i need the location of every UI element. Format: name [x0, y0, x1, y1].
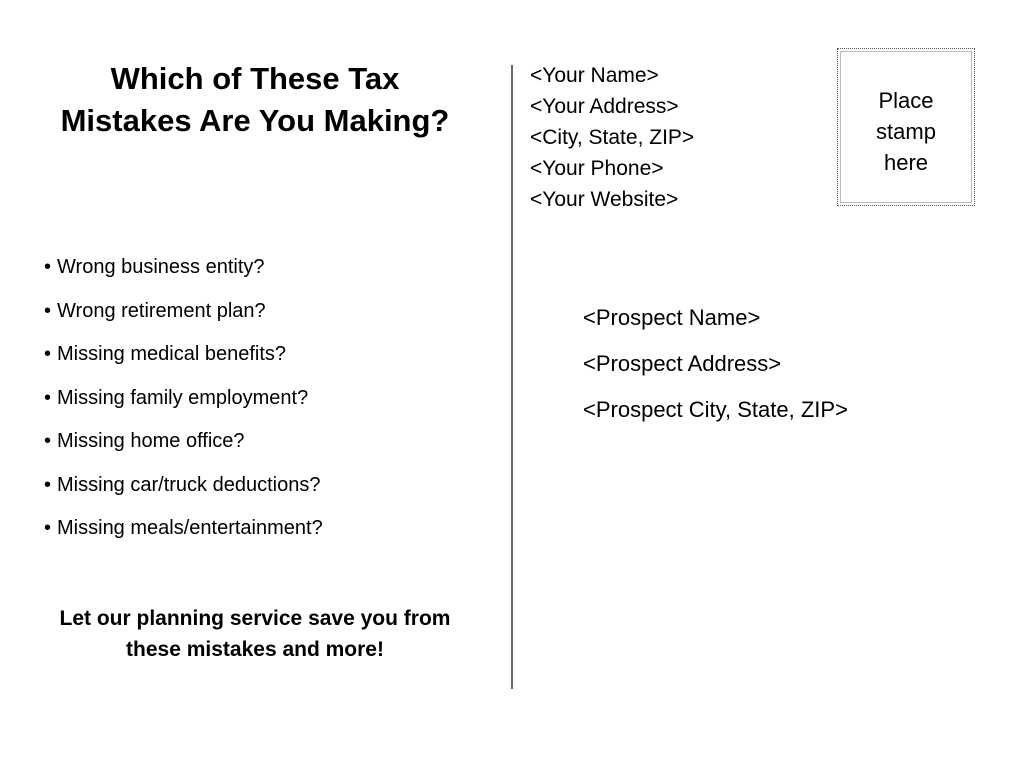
recipient-city-state-zip: <Prospect City, State, ZIP> — [583, 397, 848, 422]
sender-website: <Your Website> — [530, 188, 679, 211]
sender-phone: <Your Phone> — [530, 157, 664, 180]
stamp-label-line: stamp — [876, 119, 936, 144]
list-item: • Missing home office? — [44, 429, 484, 473]
list-item: • Wrong retirement plan? — [44, 299, 484, 343]
list-item: • Missing medical benefits? — [44, 342, 484, 386]
recipient-street: <Prospect Address> — [583, 351, 782, 376]
call-to-action: Let our planning service save you from these mistakes and more! — [59, 607, 451, 661]
stamp-label-line: here — [883, 150, 929, 175]
tax-mistakes-list — [44, 255, 484, 560]
sender-name: <Your Name> — [530, 64, 659, 87]
stamp-box — [837, 48, 975, 206]
stamp-label-line: Place — [878, 88, 934, 113]
postcard-headline: Which of These Tax Mistakes Are You Making? — [60, 61, 450, 138]
recipient-name: <Prospect Name> — [583, 305, 761, 330]
sender-address: <Your Address> — [530, 95, 679, 118]
list-item: • Missing family employment? — [44, 386, 484, 430]
list-item: • Missing car/truck deductions? — [44, 473, 484, 517]
recipient-address — [583, 295, 848, 433]
return-address — [530, 60, 694, 215]
list-item: • Wrong business entity? — [44, 255, 484, 299]
list-item: • Missing meals/entertainment? — [44, 516, 484, 560]
sender-city-state-zip: <City, State, ZIP> — [530, 126, 695, 149]
stamp-label — [838, 85, 974, 178]
postcard-divider — [511, 65, 513, 689]
